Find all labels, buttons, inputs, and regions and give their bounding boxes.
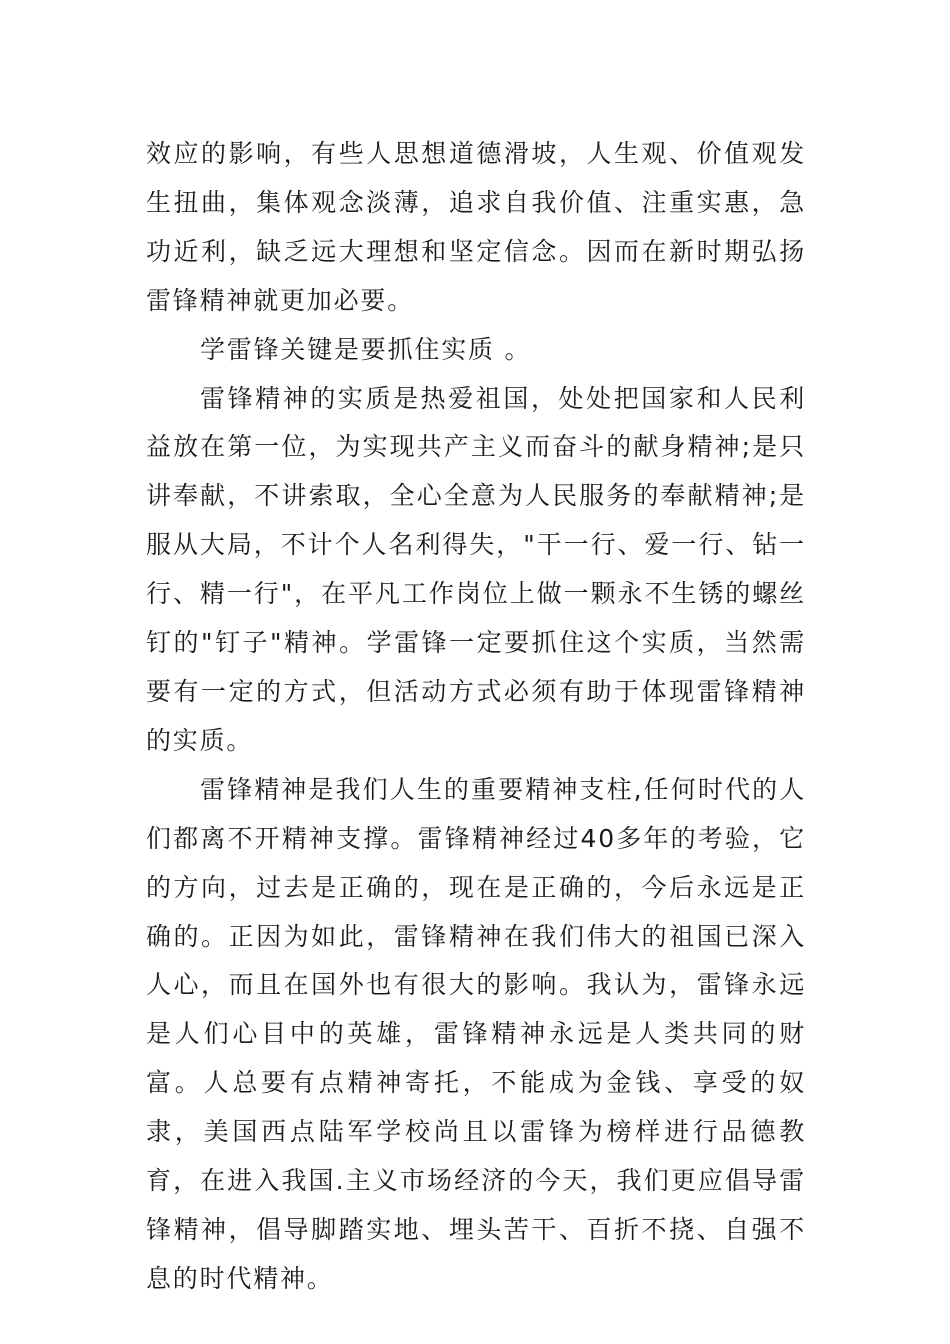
document-body xyxy=(146,130,806,1304)
paragraph-3: 雷锋精神的实质是热爱祖国，处处把国家和人民利益放在第一位，为实现共产主义而奋斗的献身精神;是只讲奉献，不讲索取，全心全意为人民服务的奉献精神;是服从大局，不计个人名利得失，"干一行、爱一行、钻一行、精一行"，在平凡工作岗位上做一颗永不生锈的螺丝钉的"钉子"精神。学雷锋一定要抓住这个实质，当然需要有一定的方式，但活动方式必须有助于体现雷锋精神的实质。 xyxy=(146,383,806,755)
paragraph-1: 效应的影响，有些人思想道德滑坡，人生观、价值观发生扭曲，集体观念淡薄，追求自我价值、注重实惠，急功近利，缺乏远大理想和坚定信念。因而在新时期弘扬雷锋精神就更加必要。 xyxy=(146,139,806,315)
paragraph-2-heading: 学雷锋关键是要抓住实质 。 xyxy=(200,334,532,364)
paragraph-4: 雷锋精神是我们人生的重要精神支柱,任何时代的人们都离不开精神支撑。雷锋精神经过40多年的考验，它的方向，过去是正确的，现在是正确的，今后永远是正确的。正因为如此，雷锋精神在我们伟大的祖国已深入人心，而且在国外也有很大的影响。我认为，雷锋永远是人们心目中的英雄，雷锋精神永远是人类共同的财富。人总要有点精神寄托，不能成为金钱、享受的奴隶，美国西点陆军学校尚且以雷锋为榜样进行品德教育，在进入我国.主义市场经济的今天，我们更应倡导雷锋精神，倡导脚踏实地、埋头苦干、百折不挠、自强不息的时代精神。 xyxy=(146,774,806,1293)
